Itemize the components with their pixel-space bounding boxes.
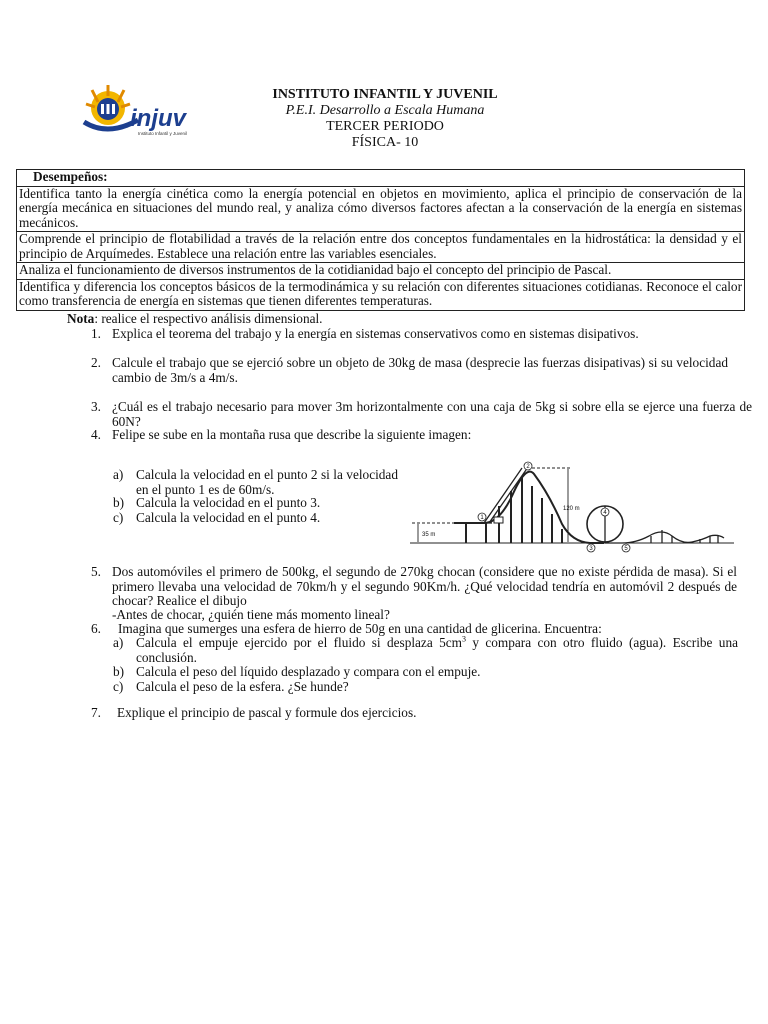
question-6a-text: Calcula el empuje ejercido por el fluido si desplaza $5cm^3$ y compara con otro fluido (agua). Escribe una conclusión.	[136, 634, 739, 665]
point-4-label: 4	[603, 510, 607, 516]
performance-table	[16, 169, 745, 311]
question-6b-text: Calcula el peso del líquido desplazado y compara con el empuje.	[136, 664, 481, 679]
question-number: 4.	[91, 427, 101, 442]
performance-row: Analiza el funcionamiento de diversos instrumentos de la cotidianidad bajo el concepto del principio de Pascal.	[17, 263, 745, 280]
performance-heading: Desempeños:	[17, 170, 745, 187]
question-number: 7.	[91, 705, 101, 720]
question-number: 1.	[91, 326, 101, 341]
institute-logo	[78, 82, 208, 142]
part-label: b)	[113, 664, 125, 679]
question-4-text: Felipe se sube en la montaña rusa que describe la siguiente imagen:	[112, 427, 472, 442]
subject-label: FÍSICA- 10	[351, 135, 419, 150]
institute-title: INSTITUTO INFANTIL Y JUVENIL	[272, 87, 498, 102]
performance-row: Comprende el principio de flotabilidad a través de la relación entre dos conceptos fundamentales en la hidrostática: la densidad y el principio de Arquímedes. Establece una relación entre las variables esenciales.	[17, 232, 745, 263]
note-text: : realice el respectivo análisis dimensional.	[94, 311, 323, 326]
part-label: c)	[113, 679, 124, 694]
point-3-label: 3	[589, 546, 593, 552]
question-1-text: Explica el teorema del trabajo y la energía en sistemas conservativos como en sistemas disipativos.	[112, 326, 639, 341]
question-6c-text: Calcula el peso de la esfera. ¿Se hunde?	[136, 679, 349, 694]
point-5-label: 5	[624, 546, 628, 552]
part-label: c)	[113, 510, 124, 525]
point-1-label: 1	[480, 515, 484, 521]
question-number: 2.	[91, 355, 101, 370]
cart-icon	[494, 517, 503, 523]
logo-text: injuv	[130, 105, 187, 132]
performance-row: Identifica y diferencia los conceptos básicos de la termodinámica y su relación con diferentes situaciones cotidianas. Reconoce el calor como transferencia de energía en sistemas que tienen diferentes temperaturas.	[17, 279, 745, 310]
height-main-label: 120 m	[563, 506, 580, 512]
roller-coaster-diagram	[404, 456, 744, 556]
question-4b-text: Calcula la velocidad en el punto 3.	[136, 495, 321, 510]
height-start-label: 35 m	[422, 532, 436, 538]
question-2-text: Calcule el trabajo que se ejerció sobre un objeto de 30kg de masa (desprecie las fuerzas disipativas) si su velocidad cambio de 3m/s a 4m/s.	[112, 355, 728, 385]
question-4c-text: Calcula la velocidad en el punto 4.	[136, 510, 321, 525]
question-number: 5.	[91, 564, 101, 579]
question-6-text: Imagina que sumerges una esfera de hierro de 50g en una cantidad de glicerina. Encuentra:	[118, 621, 602, 636]
part-label: b)	[113, 495, 125, 510]
question-7-text: Explique el principio de pascal y formule dos ejercicios.	[117, 705, 417, 720]
question-3-text: ¿Cuál es el trabajo necesario para mover 3m horizontalmente con una caja de 5kg si sobre ella se ejerce una fuerza de 60N?	[112, 399, 752, 429]
note-label: Nota	[67, 311, 95, 326]
question-5-extra: -Antes de chocar, ¿quién tiene más momento lineal?	[112, 607, 390, 622]
question-number: 6.	[91, 621, 101, 636]
performance-row: Identifica tanto la energía cinética como la energía potencial en objetos en movimiento, aplica el principio de conservación de la energía mecánica en situaciones del mundo real, y analiza cómo diversos factores afectan a la conservación de la energía en sistemas mecánicos.	[17, 186, 745, 232]
part-label: a)	[113, 467, 124, 482]
point-2-label: 2	[526, 464, 530, 470]
logo-subtext: Instituto Infantil y Juvenil	[138, 131, 188, 136]
part-label: a)	[113, 635, 124, 650]
question-4a-text: Calcula la velocidad en el punto 2 si la velocidad en el punto 1 es de 60m/s.	[136, 467, 398, 497]
period-label: TERCER PERIODO	[326, 119, 444, 134]
question-number: 3.	[91, 399, 101, 414]
question-5-text: Dos automóviles el primero de 500kg, el segundo de 270kg chocan (considere que no existe pérdida de masa). Si el primero llevaba una velocidad de 70km/h y el segundo 90Km/h. ¿Qué velocidad tendría en automóvil 2 después de chocar? Realice el dibujo	[112, 564, 737, 608]
pei-subtitle: P.E.I. Desarrollo a Escala Humana	[285, 103, 485, 118]
note	[67, 312, 323, 327]
